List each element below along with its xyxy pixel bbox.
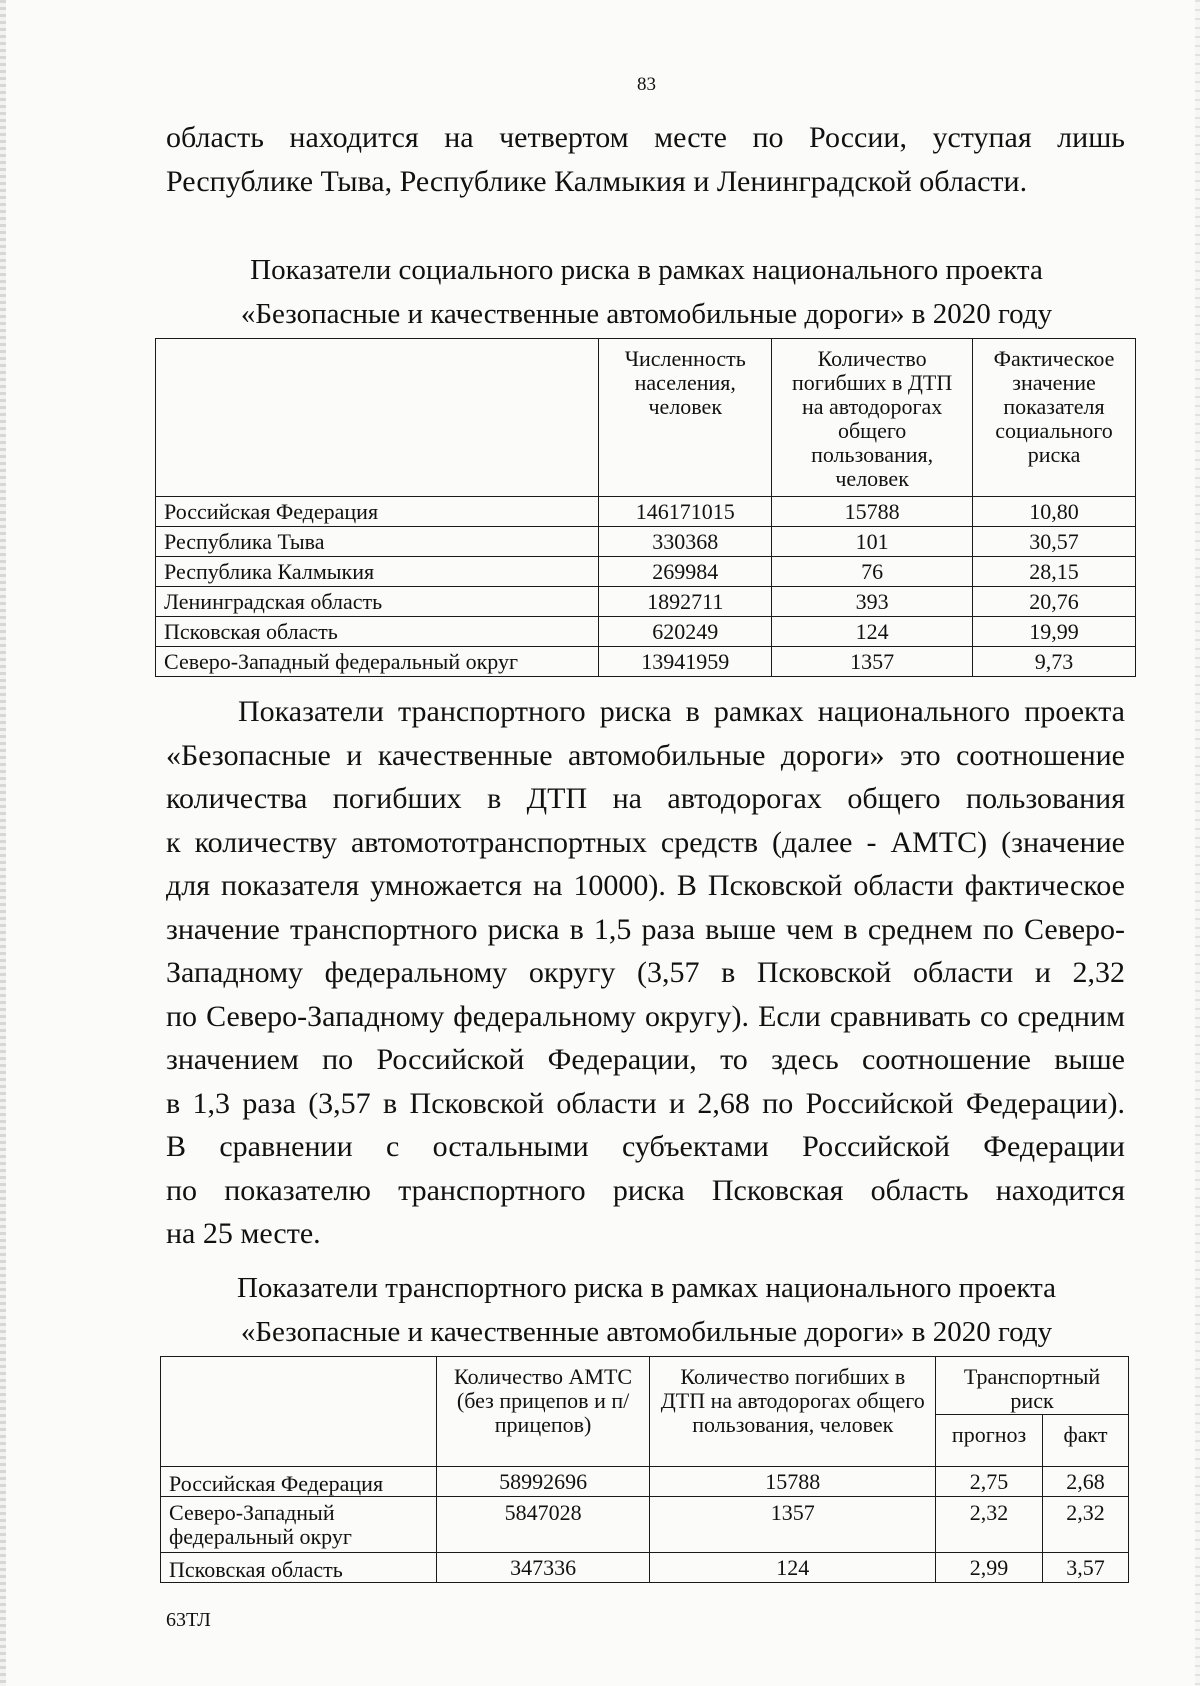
population-cell: 330368 — [599, 527, 772, 557]
region-cell: Северо-Западный федеральный округ — [156, 647, 599, 677]
population-cell: 146171015 — [599, 497, 772, 527]
region-cell: Северо-Западный федеральный округ — [161, 1497, 437, 1553]
deaths-cell: 124 — [650, 1553, 936, 1583]
population-cell: 620249 — [599, 617, 772, 647]
body-line: Показатели транспортного риска в рамках национального проекта — [238, 695, 1125, 728]
caption-line: «Безопасные и качественные автомобильные дороги» в 2020 году — [240, 1316, 1053, 1348]
table-header-row — [156, 339, 1136, 497]
page-number: 83 — [637, 74, 656, 95]
deaths-cell: 76 — [772, 557, 973, 587]
region-cell: Российская Федерация — [156, 497, 599, 527]
header-cell — [161, 1357, 437, 1467]
risk-cell: 20,76 — [973, 587, 1136, 617]
region-cell: Псковская область — [161, 1553, 437, 1583]
transport-risk-table — [160, 1356, 1129, 1583]
vehicles-cell: 5847028 — [436, 1497, 650, 1553]
deaths-cell: 101 — [772, 527, 973, 557]
caption-line: «Безопасные и качественные автомобильные дороги» в 2020 году — [240, 298, 1053, 330]
table2-caption — [0, 1266, 1200, 1354]
intro-line: область находится на четвертом месте по России, уступая лишь — [166, 121, 1125, 154]
body-line: к количеству автомототранспортных средств (далее - АМТС) (значение — [166, 825, 1125, 859]
table-row — [161, 1467, 1129, 1497]
table-row — [156, 617, 1136, 647]
header-cell: Транспортный риск — [936, 1357, 1129, 1415]
table1-caption — [0, 248, 1200, 336]
table-row — [156, 647, 1136, 677]
body-line: значением по Российской Федерации, то здесь соотношение выше — [166, 1043, 1125, 1076]
actual-cell: 3,57 — [1043, 1553, 1129, 1583]
deaths-cell: 124 — [772, 617, 973, 647]
deaths-cell: 1357 — [772, 647, 973, 677]
risk-cell: 10,80 — [973, 497, 1136, 527]
header-cell-actual: факт — [1043, 1415, 1129, 1467]
deaths-cell: 15788 — [772, 497, 973, 527]
table-row — [161, 1497, 1129, 1553]
body-line: количества погибших в ДТП на автодорогах общего пользования — [166, 782, 1125, 815]
body-line: по показателю транспортного риска Псковская область находится — [166, 1173, 1125, 1207]
header-cell: Количество погибших в ДТП на автодорогах общего пользования, человек — [650, 1357, 936, 1467]
body-line: Западному федеральному округу (3,57 в Псковской области и 2,32 — [166, 956, 1125, 989]
header-cell: Количество погибших в ДТП на автодорогах общего пользования, человек — [772, 339, 973, 497]
body-line: в 1,3 раза (3,57 в Псковской области и 2,68 по Российской Федерации). — [166, 1086, 1125, 1120]
table-row — [161, 1553, 1129, 1583]
intro-line: Республике Тыва, Республике Калмыкия и Ленинградской области. — [166, 164, 1028, 198]
region-cell: Республика Калмыкия — [156, 557, 599, 587]
region-cell: Российская Федерация — [161, 1467, 437, 1497]
region-cell: Псковская область — [156, 617, 599, 647]
actual-cell: 2,68 — [1043, 1467, 1129, 1497]
footer-code: 63ТЛ — [166, 1609, 211, 1631]
body-line: «Безопасные и качественные автомобильные дороги» это соотношение — [166, 738, 1125, 772]
population-cell: 13941959 — [599, 647, 772, 677]
vehicles-cell: 347336 — [436, 1553, 650, 1583]
table-row — [156, 587, 1136, 617]
risk-cell: 28,15 — [973, 557, 1136, 587]
body-line: В сравнении с остальными субъектами Российской Федерации — [166, 1130, 1125, 1163]
intro-paragraph — [166, 116, 1125, 203]
vehicles-cell: 58992696 — [436, 1467, 650, 1497]
deaths-cell: 1357 — [650, 1497, 936, 1553]
body-paragraph — [166, 690, 1125, 1256]
risk-cell: 30,57 — [973, 527, 1136, 557]
actual-cell: 2,32 — [1043, 1497, 1129, 1553]
forecast-cell: 2,75 — [936, 1467, 1043, 1497]
body-line: по Северо-Западному федеральному округу). Если сравнивать со средним — [166, 999, 1125, 1033]
body-line: на 25 месте. — [166, 1217, 321, 1250]
risk-cell: 19,99 — [973, 617, 1136, 647]
forecast-cell: 2,99 — [936, 1553, 1043, 1583]
body-line: для показателя умножается на 10000). В Псковской области фактическое — [166, 869, 1125, 902]
region-cell: Ленинградская область — [156, 587, 599, 617]
deaths-cell: 393 — [772, 587, 973, 617]
caption-line: Показатели транспортного риска в рамках национального проекта — [236, 1272, 1057, 1304]
social-risk-table — [155, 338, 1136, 677]
forecast-cell: 2,32 — [936, 1497, 1043, 1553]
table-header-row — [161, 1357, 1129, 1415]
caption-line: Показатели социального риска в рамках национального проекта — [250, 254, 1043, 286]
header-cell: Численность населения, человек — [599, 339, 772, 497]
body-line: значение транспортного риска в 1,5 раза выше чем в среднем по Северо- — [166, 912, 1125, 946]
table-row — [156, 557, 1136, 587]
risk-cell: 9,73 — [973, 647, 1136, 677]
population-cell: 1892711 — [599, 587, 772, 617]
deaths-cell: 15788 — [650, 1467, 936, 1497]
population-cell: 269984 — [599, 557, 772, 587]
table-row — [156, 497, 1136, 527]
region-cell: Республика Тыва — [156, 527, 599, 557]
header-cell — [156, 339, 599, 497]
table-row — [156, 527, 1136, 557]
header-cell: Количество АМТС (без прицепов и п/прицепов) — [436, 1357, 650, 1467]
header-cell-forecast: прогноз — [936, 1415, 1043, 1467]
header-cell: Фактическое значение показателя социального риска — [973, 339, 1136, 497]
